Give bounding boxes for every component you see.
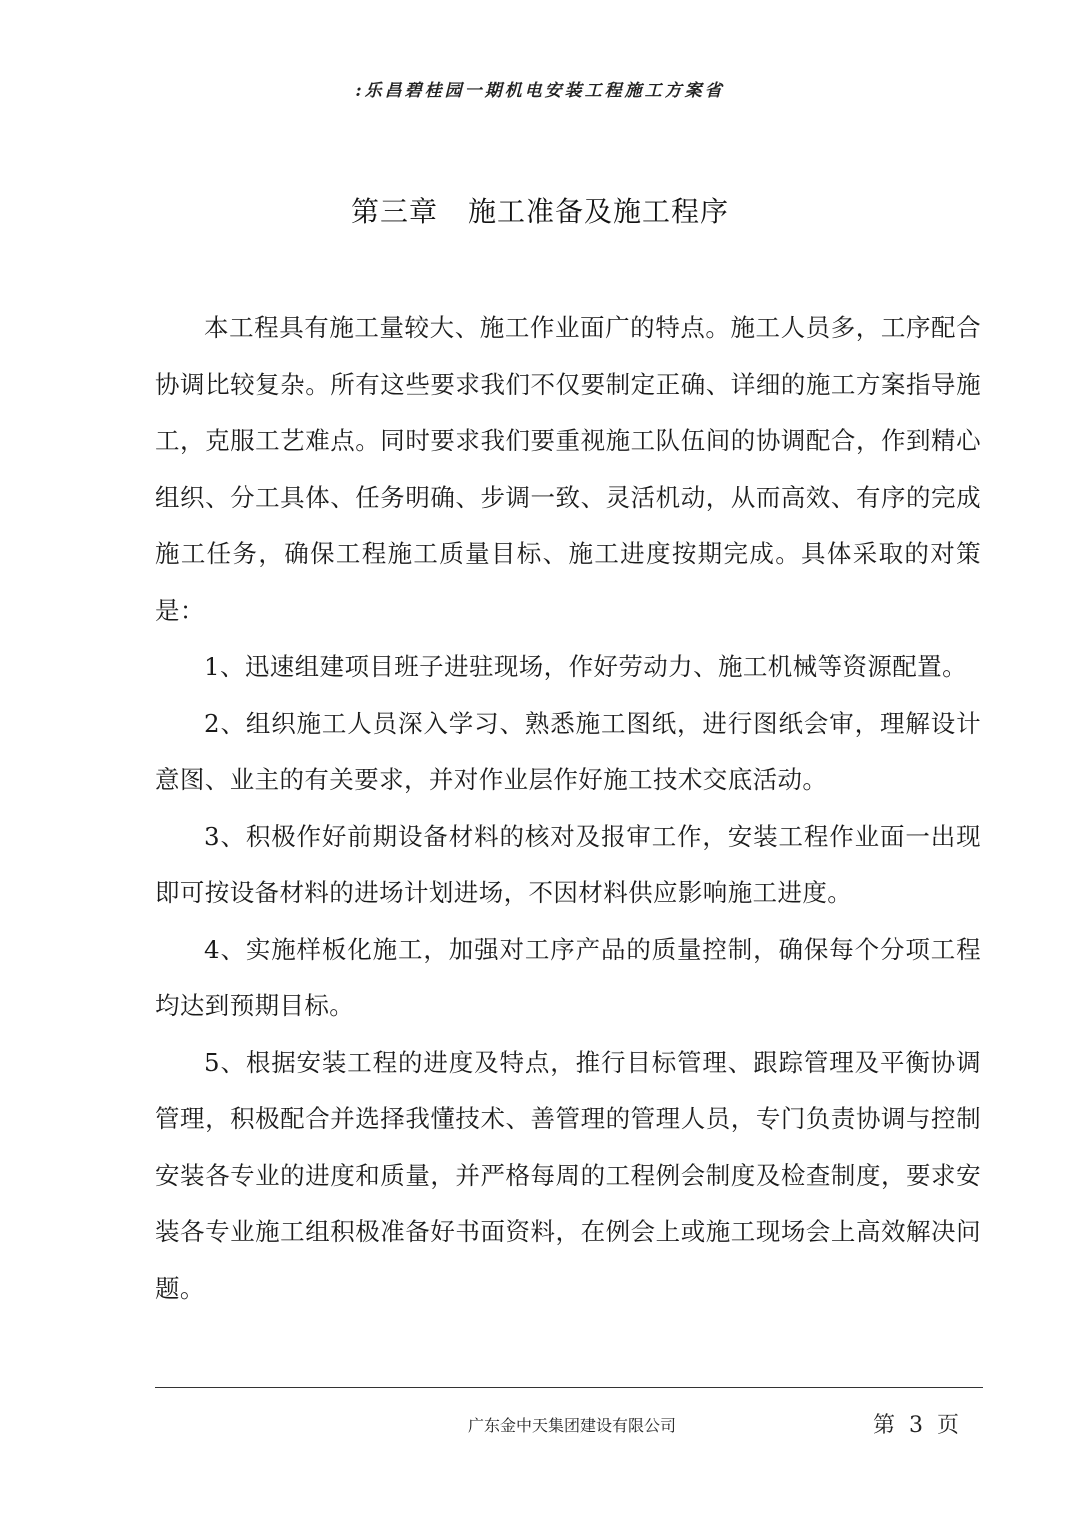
measure-item-3: 3、积极作好前期设备材料的核对及报审工作，安装工程作业面一出现即可按设备材料的进场计划进场，不因材料供应影响施工进度。 <box>155 821 981 907</box>
body-text <box>155 300 981 1317</box>
measure-item-2: 2、组织施工人员深入学习、熟悉施工图纸，进行图纸会审，理解设计意图、业主的有关要求，并对作业层作好施工技术交底活动。 <box>155 708 981 794</box>
chapter-number: 第三章 <box>350 195 438 228</box>
footer-company-name: 广东金中天集团建设有限公司 <box>468 1416 677 1435</box>
chapter-title <box>0 190 1080 230</box>
page-number-label <box>873 1408 959 1439</box>
measure-item-5: 5、根据安装工程的进度及特点，推行目标管理、跟踪管理及平衡协调管理，积极配合并选择我懂技术、善管理的管理人员，专门负责协调与控制安装各专业的进度和质量，并严格每周的工程例会制度及检查制度，要求安装各专业施工组积极准备好书面资料，在例会上或施工现场会上高效解决问题。 <box>155 1047 981 1303</box>
footer-divider <box>155 1387 983 1388</box>
page-number: 3 <box>909 1413 924 1438</box>
page-prefix: 第 <box>873 1413 896 1438</box>
measure-item-1: 1、迅速组建项目班子进驻现场，作好劳动力、施工机械等资源配置。 <box>204 652 967 681</box>
intro-paragraph: 本工程具有施工量较大、施工作业面广的特点。施工人员多，工序配合协调比较复杂。所有这些要求我们不仅要制定正确、详细的施工方案指导施工，克服工艺难点。同时要求我们要重视施工队伍间的协调配合，作到精心组织、分工具体、任务明确、步调一致、灵活机动，从而高效、有序的完成施工任务，确保工程施工质量目标、施工进度按期完成。具体采取的对策是： <box>155 313 981 625</box>
measure-item-4: 4、实施样板化施工，加强对工序产品的质量控制，确保每个分项工程均达到预期目标。 <box>155 934 981 1020</box>
running-header: :乐昌碧桂园一期机电安装工程施工方案省 <box>355 81 725 101</box>
chapter-name: 施工准备及施工程序 <box>468 195 730 228</box>
page-suffix: 页 <box>937 1413 960 1438</box>
